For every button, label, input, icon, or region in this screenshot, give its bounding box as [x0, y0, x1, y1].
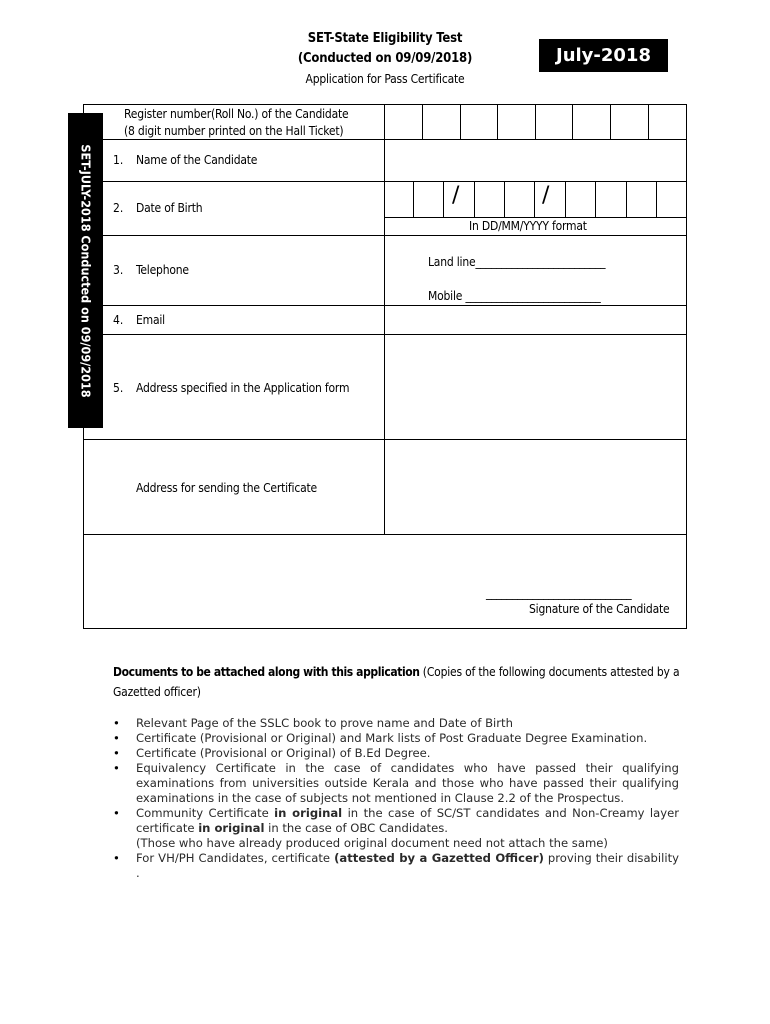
dob-separator: /: [542, 183, 550, 208]
item-number: 3.: [113, 263, 124, 277]
list-item: • Certificate (Provisional or Original) of B.Ed Degree.: [113, 746, 679, 761]
signature-label: Signature of the Candidate: [529, 602, 670, 616]
documents-list: [113, 716, 679, 881]
name-field[interactable]: [385, 140, 686, 181]
telephone-label: Telephone: [136, 263, 189, 277]
list-item: • For VH/PH Candidates, certificate (attested by a Gazetted Officer) proving their disability .: [113, 851, 679, 881]
application-address-label: Address specified in the Application form: [136, 381, 350, 395]
register-number-label: Register number(Roll No.) of the Candidate (8 digit number printed on the Hall Ticket): [124, 107, 349, 138]
item-number: 4.: [113, 313, 124, 327]
mobile-field[interactable]: Mobile __________________________: [428, 289, 601, 303]
list-item: • Relevant Page of the SSLC book to prove name and Date of Birth: [113, 716, 679, 731]
signature-line[interactable]: ____________________________: [486, 586, 632, 600]
email-label: Email: [136, 313, 165, 327]
form-subtitle: Application for Pass Certificate: [305, 72, 465, 86]
application-address-field[interactable]: [385, 335, 686, 439]
documents-heading: [113, 662, 683, 702]
email-field[interactable]: [385, 306, 686, 334]
form-title-line2: (Conducted on 09/09/2018): [297, 51, 473, 66]
certificate-address-field[interactable]: [385, 440, 686, 534]
item-number: 1.: [113, 153, 124, 167]
session-badge: July-2018: [539, 39, 668, 72]
form-title-line1: SET-State Eligibility Test: [307, 31, 463, 46]
dob-separator: /: [452, 183, 460, 208]
documents-heading-note: (Copies of the following documents attested by a Gazetted officer): [113, 665, 680, 699]
dob-label: Date of Birth: [136, 201, 203, 215]
dob-format-hint: In DD/MM/YYYY format: [469, 219, 587, 233]
form-title: [250, 29, 520, 69]
item-number: 5.: [113, 381, 124, 395]
item-number: 2.: [113, 201, 124, 215]
list-item: • Community Certificate in original in the case of SC/ST candidates and Non-Creamy layer certificate in original in the case of OBC Candidates. (Those who have already produced original document need not attach the same): [113, 806, 679, 851]
documents-heading-bold: Documents to be attached along with this application: [113, 665, 420, 679]
name-label: Name of the Candidate: [136, 153, 258, 167]
side-label: SET-JULY-2018 Conducted on 09/09/2018: [68, 113, 103, 428]
certificate-address-label: Address for sending the Certificate: [136, 481, 317, 495]
list-item: • Equivalency Certificate in the case of candidates who have passed their qualifying examinations from universities outside Kerala and those who have passed their qualifying examinations in the case of subjects not mentioned in Clause 2.2 of the Prospectus.: [113, 761, 679, 806]
landline-field[interactable]: Land line_________________________: [428, 255, 606, 269]
list-item: • Certificate (Provisional or Original) and Mark lists of Post Graduate Degree Examination.: [113, 731, 679, 746]
